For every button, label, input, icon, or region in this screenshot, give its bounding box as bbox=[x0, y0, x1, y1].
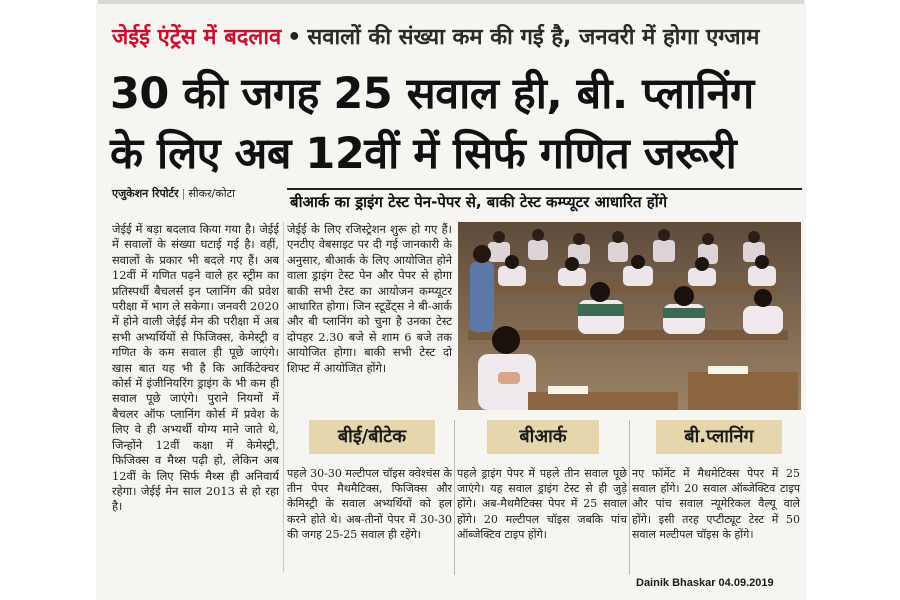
headline-line-1: 30 की जगह 25 सवाल ही, बी. प्लानिंग bbox=[110, 69, 754, 119]
subhead: बीआर्क का ड्राइंग टेस्ट पेन-पेपर से, बाकी टेस्ट कम्प्यूटर आधारित होंगे bbox=[290, 193, 668, 211]
section-divider bbox=[629, 420, 630, 575]
section-bplanning bbox=[632, 420, 800, 580]
byline-reporter: एजुकेशन रिपोर्टर bbox=[112, 187, 179, 200]
source-credit: Dainik Bhaskar 04.09.2019 bbox=[636, 577, 774, 589]
byline bbox=[112, 186, 235, 201]
section-be-btech bbox=[287, 420, 452, 580]
kicker-red: जेईई एंट्रेंस में बदलाव bbox=[112, 25, 282, 50]
kicker-bullet: • bbox=[287, 25, 302, 50]
headline-line-2: के लिए अब 12वीं में सिर्फ गणित जरूरी bbox=[110, 129, 737, 179]
section-body-barch: पहले ड्राइंग पेपर में पहले तीन सवाल पूछे जाएंगे। यह सवाल ड्राइंग टेस्ट से ही जुड़े होंगे। अब-मैथमैटिक्स पेपर में 25 सवाल होंगे। 20 मल्टीपल चॉइस जबकि पांच ऑब्जेक्टिव टाइप होंगे। bbox=[457, 467, 627, 541]
section-body-bplanning: नए फॉर्मेट में मैथमेटिक्स पेपर में 25 सवाल होंगे। 20 सवाल ऑब्जेक्टिव टाइप और पांच सवाल न्यूमेरिकल वैल्यू वाले होंगे। इसी तरह एप्टीट्यूट टेस्ट में 50 सवाल मल्टीपल चॉइस के होंगे। bbox=[632, 467, 800, 541]
article-column-1: जेईई में बड़ा बदलाव किया गया है। जेईई में सवालों के संख्या घटाई गई है। वहीं, सवालों के प्रकार भी बदले गए हैं। अब 12वीं में गणित पढ़ने वाले हर स्ट्रीम का प्रतिस्पर्धी बैचलर्स इन प्लानिंग की प्रवेश परीक्षा में भाग ले सकेगा। जनवरी 2020 में होने वाली जेईई मेन की परीक्षा में अब सभी अभ्यर्थियों से फिजिक्स, केमेस्ट्री व गणित के कम सवाल ही पूछे जाएंगे। खास बात यह भी है कि आर्किटेक्चर कोर्स में इंजीनियरिंग ड्राइंग के भी कम ही सवाल पूछे जाएंगे। पुराने नियमों में बैचलर ऑफ प्लानिंग कोर्स में प्रवेश के लिए वे ही अभ्यर्थी योग्य माने जाते थे, जिन्होंने 12वीं कक्षा में केमेस्ट्री, फिजिक्स व मैथ्स पढ़ी हो, लेकिन अब 12वीं के लिए सिर्फ मैथ्स ही अनिवार्य रहेगा। जेईई मेन साल 2013 से हो रहा है। bbox=[112, 222, 279, 514]
section-tab-be-btech: बीई/बीटेक bbox=[309, 420, 435, 454]
section-divider bbox=[454, 420, 455, 575]
column-divider bbox=[283, 222, 284, 572]
byline-separator: | bbox=[181, 187, 186, 200]
section-body-be-btech: पहले 30-30 मल्टीपल चॉइस क्वेश्चंस के तीन पेपर मैथमैटिक्स, फिजिक्स और केमिस्ट्री के सवाल अभ्यर्थियों को हल करने होते थे। अब-तीनों पेपर में 30-30 की जगह 25-25 सवाल ही रहेंगे। bbox=[287, 467, 452, 541]
byline-place: सीकर/कोटा bbox=[188, 187, 235, 200]
top-rule bbox=[98, 0, 804, 4]
article-column-2: जेईई के लिए रजिस्ट्रेशन शुरू हो गए हैं। एनटीए वेबसाइट पर दी गई जानकारी के अनुसार, बीआर्क के लिए आयोजित होने वाला ड्राइंग टेस्ट पेन और पेपर से होगा बाकी सभी टेस्ट का आयोजन कम्प्यूटर आधारित होगा। जिन स्टूडेंट्स ने बी-आर्क और बी प्लानिंग को चुना है उनका टेस्ट दोपहर 2.30 बजे से शाम 6 बजे तक आयोजित होगा। बाकी सभी टेस्ट दो शिफ्ट में आयोजित होंगे। bbox=[287, 222, 452, 375]
section-barch bbox=[457, 420, 627, 580]
section-tab-barch: बीआर्क bbox=[487, 420, 599, 454]
kicker-line bbox=[112, 22, 802, 54]
section-tab-bplanning: बी.प्लानिंग bbox=[656, 420, 782, 454]
exam-hall-students-photo-icon bbox=[458, 222, 801, 410]
kicker-text: सवालों की संख्या कम की गई है, जनवरी में होगा एग्जाम bbox=[307, 25, 760, 50]
exam-hall-photo bbox=[458, 222, 801, 410]
